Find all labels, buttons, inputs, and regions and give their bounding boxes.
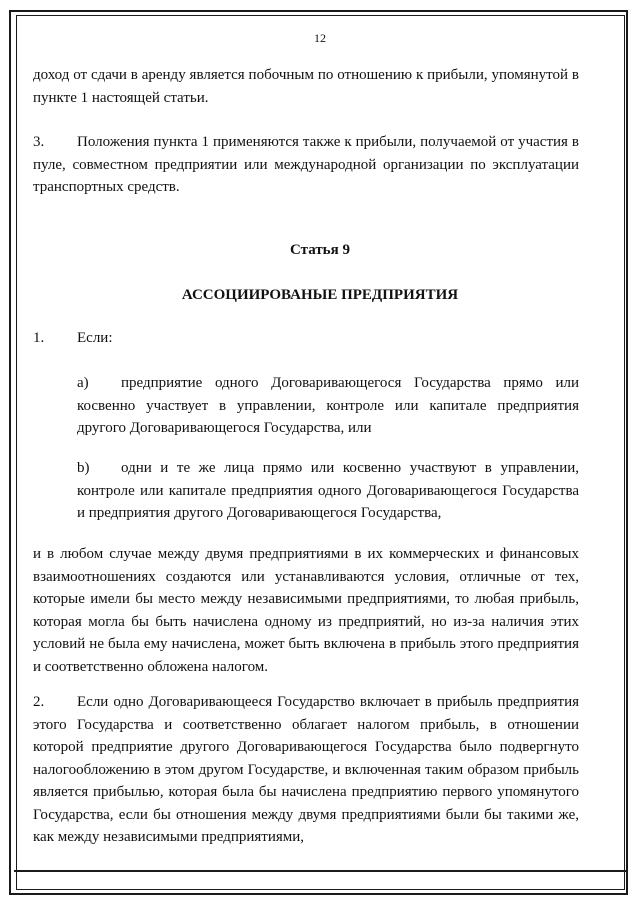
clause-1-item-a-text: предприятие одного Договаривающегося Государства прямо или косвенно участвует в управлении, контроле или капитале предприятия другого Договаривающегося Государства, или — [77, 375, 579, 436]
clause-1-tail: и в любом случае между двумя предприятиями в их коммерческих и финансовых взаимоотношениях создаются или устанавливаются условия, отличные от тех, которые имели бы место между независимыми предприятиями, то любая прибыль, которая могла бы быть начислена одному из предприятий, но из-за наличия этих условий не была ему начислена, может быть включена в прибыль этого предприятия и соответственно обложена налогом. — [33, 546, 579, 675]
clause-1-item-b — [77, 457, 579, 525]
clause-1-number: 1. — [33, 330, 45, 346]
clause-1-item-b-label: b) — [77, 460, 90, 476]
paragraph-3-text: Положения пункта 1 применяются также к прибыли, получаемой от участия в пуле, совместном предприятии или международной организации по эксплуатации транспортных средств. — [33, 134, 579, 195]
clause-1-item-a — [77, 372, 579, 440]
clause-1-item-a-label: а) — [77, 375, 89, 391]
clause-2 — [33, 691, 579, 849]
clause-2-text: Если одно Договаривающееся Государство включает в прибыль предприятия этого Государства и соответственно облагает налогом прибыль, в отношении которой предприятие другого Договаривающегося Государства было подвергнуто налогообложению в этом другом Государстве, и включенная таким образом прибыль является прибылью, которая была бы начислена предприятию первого упомянутого Государства, если бы отношения между двумя предприятиями были бы такими же, как между независимыми предприятиями, — [33, 694, 579, 845]
clause-2-number: 2. — [33, 694, 45, 710]
article-title: АССОЦИИРОВАНЫЕ ПРЕДПРИЯТИЯ — [181, 287, 459, 303]
clause-1-lead: Если: — [77, 330, 113, 346]
paragraph-3-number: 3. — [33, 134, 45, 150]
clause-1-intro — [33, 327, 579, 350]
article-label: Статья 9 — [290, 242, 350, 258]
page-bottom-rule — [14, 870, 626, 872]
paragraph-continuation: доход от сдачи в аренду является побочным по отношению к прибыли, упомянутой в пункте 1 настоящей статьи. — [33, 67, 579, 106]
page-number: 12 — [314, 31, 326, 45]
paragraph-3 — [33, 131, 579, 199]
clause-1-item-b-text: одни и те же лица прямо или косвенно участвуют в управлении, контроле или капитале предприятия одного Договаривающегося Государства и предприятия другого Договаривающегося Государства, — [77, 460, 579, 521]
